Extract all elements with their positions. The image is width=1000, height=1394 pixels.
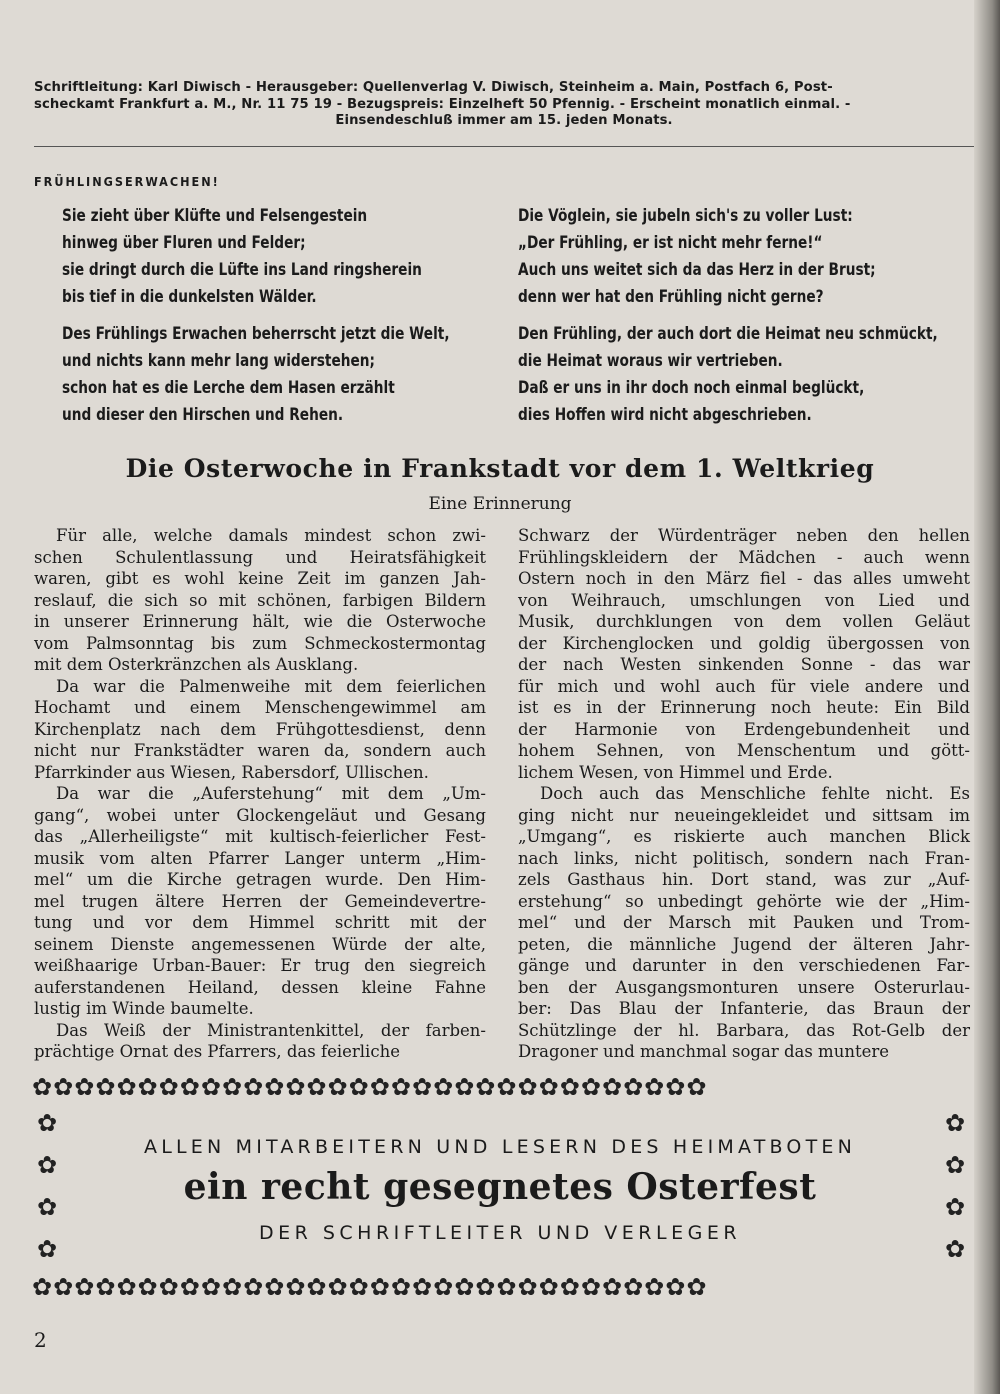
flower-ornament-icon: ✿ <box>74 1073 96 1101</box>
article-line: Ostern noch in den März fiel - das alles umweht <box>518 569 970 588</box>
article-line: Kirchenplatz nach dem Frühgottesdienst, denn <box>34 719 486 739</box>
article-line: Da war die Palmenweihe mit dem feierlichen <box>56 676 486 696</box>
masthead <box>34 80 974 130</box>
article-subtitle: Eine Erinnerung <box>428 494 572 514</box>
article-line: der Harmonie von Erdengebundenheit und <box>518 719 970 739</box>
article-line: lustig im Winde baumelte. <box>34 999 254 1018</box>
article-line: gänge und darunter in den verschiedenen Far- <box>518 956 970 975</box>
article-line: prächtige Ornat des Pfarrers, das feierliche <box>34 1042 400 1061</box>
flower-ornament-icon: ✿ <box>179 1273 201 1301</box>
poem-line: Sie zieht über Klüfte und Felsengestein <box>62 206 368 225</box>
ornament-border-right <box>940 1102 970 1270</box>
flower-ornament-icon: ✿ <box>580 1073 602 1101</box>
ornament-border-bottom <box>32 1272 972 1302</box>
flower-ornament-icon: ✿ <box>243 1073 265 1101</box>
ornament-border-left <box>32 1102 62 1270</box>
masthead-line: scheckamt Frankfurt a. M., Nr. 11 75 19 - Bezugspreis: Einzelheft 50 Pfennig. - Erscheint monatlich einmal. - <box>34 96 851 112</box>
article-line: tung und vor dem Himmel schritt mit der <box>34 913 486 932</box>
flower-ornament-icon: ✿ <box>517 1273 539 1301</box>
article-line: Musik, durchklungen von dem vollen Geläut <box>518 612 970 631</box>
poem-title: FRÜHLINGSERWACHEN! <box>34 174 220 189</box>
article-line: Hochamt und einem Menschengewimmel am <box>34 698 486 717</box>
flower-ornament-icon: ✿ <box>32 1273 54 1301</box>
flower-ornament-icon: ✿ <box>369 1073 391 1101</box>
masthead-divider <box>34 146 974 147</box>
article-line: reslauf, die sich so mit schönen, farbigen Bildern <box>34 590 486 610</box>
poem-line: die Heimat woraus wir vertrieben. <box>518 351 783 370</box>
flower-ornament-icon: ✿ <box>559 1073 581 1101</box>
flower-ornament-icon: ✿ <box>644 1273 666 1301</box>
flower-ornament-icon: ✿ <box>221 1273 244 1301</box>
flower-ornament-icon: ✿ <box>306 1273 328 1301</box>
article-line: mel“ um die Kirche getragen wurde. Den Him- <box>34 870 486 889</box>
poem-line: Auch uns weitet sich da das Herz in der Brust; <box>518 260 876 279</box>
flower-ornament-icon: ✿ <box>264 1273 286 1301</box>
flower-ornament-icon: ✿ <box>496 1073 518 1101</box>
flower-ornament-icon: ✿ <box>601 1073 624 1101</box>
article-line: nach links, nicht politisch, sondern nach Fran- <box>518 848 970 868</box>
article-line: peten, die männliche Jugend der älteren Jahr- <box>518 934 970 954</box>
flower-ornament-icon: ✿ <box>221 1073 244 1101</box>
ornament-border-top <box>32 1072 972 1102</box>
article-line: zels Gasthaus hin. Dort stand, was zur „Auf- <box>518 870 970 889</box>
greeting-signature: DER SCHRIFTLEITER UND VERLEGER <box>258 1222 742 1244</box>
flower-ornament-icon: ✿ <box>179 1073 201 1101</box>
flower-ornament-icon: ✿ <box>32 1073 54 1101</box>
flower-ornament-icon: ✿ <box>36 1151 58 1179</box>
flower-ornament-icon: ✿ <box>264 1073 286 1101</box>
flower-ornament-icon: ✿ <box>390 1073 412 1101</box>
article-line: ben der Ausgangsmonturen unsere Osterurlau- <box>518 977 970 997</box>
article-line: lichem Wesen, von Himmel und Erde. <box>518 762 833 782</box>
article-line: Dragoner und manchmal sogar das muntere <box>518 1042 890 1061</box>
flower-ornament-icon: ✿ <box>559 1273 581 1301</box>
flower-ornament-icon: ✿ <box>158 1073 180 1101</box>
poem-line: Daß er uns in ihr doch noch einmal beglückt, <box>518 378 865 397</box>
article-line: Schwarz der Würdenträger neben den hellen <box>518 526 970 545</box>
masthead-line: Einsendeschluß immer am 15. jeden Monats. <box>335 113 673 128</box>
flower-ornament-icon: ✿ <box>74 1273 96 1301</box>
flower-ornament-icon: ✿ <box>623 1273 645 1301</box>
flower-ornament-icon: ✿ <box>200 1073 222 1101</box>
poem-line: und nichts kann mehr lang widerstehen; <box>62 351 376 370</box>
article-line: weißhaarige Urban-Bauer: Er trug den siegreich <box>34 956 486 975</box>
flower-ornament-icon: ✿ <box>200 1273 222 1301</box>
flower-ornament-icon: ✿ <box>580 1273 602 1301</box>
flower-ornament-icon: ✿ <box>369 1273 391 1301</box>
article-line: gang“, wobei unter Glockengeläut und Gesang <box>34 805 486 825</box>
flower-ornament-icon: ✿ <box>411 1273 434 1301</box>
article-column-right <box>518 525 970 1063</box>
article-line: Da war die „Auferstehung“ mit dem „Um- <box>56 784 486 803</box>
flower-ornament-icon: ✿ <box>517 1073 539 1101</box>
flower-ornament-icon: ✿ <box>36 1235 58 1263</box>
article-line: für mich und wohl auch für viele andere und <box>518 676 970 696</box>
flower-ornament-icon: ✿ <box>475 1073 497 1101</box>
article-line: Das Weiß der Ministrantenkittel, der farben- <box>56 1020 486 1040</box>
article-line: erstehung“ so unbedingt gehörte wie der „Him- <box>518 891 970 911</box>
flower-ornament-icon: ✿ <box>665 1073 687 1101</box>
article-line: Pfarrkinder aus Wiesen, Rabersdorf, Ullischen. <box>34 762 429 782</box>
flower-ornament-icon: ✿ <box>53 1273 75 1301</box>
flower-ornament-icon: ✿ <box>601 1273 624 1301</box>
article-line: Frühlingskleidern der Mädchen - auch wenn <box>518 547 970 567</box>
poem-line: schon hat es die Lerche dem Hasen erzählt <box>62 378 395 397</box>
article-line: Für alle, welche damals mindest schon zwi- <box>56 526 486 545</box>
flower-ornament-icon: ✿ <box>327 1073 349 1101</box>
flower-ornament-icon: ✿ <box>686 1273 708 1301</box>
flower-ornament-icon: ✿ <box>433 1073 455 1101</box>
poem-line: Die Vöglein, sie jubeln sich's zu voller Lust: <box>518 206 853 225</box>
poem-line: „Der Frühling, er ist nicht mehr ferne!“ <box>518 233 823 252</box>
flower-ornament-icon: ✿ <box>36 1193 58 1221</box>
flower-ornament-icon: ✿ <box>137 1273 159 1301</box>
article-line: auferstandenen Heiland, dessen kleine Fahne <box>34 977 486 997</box>
poem-stanza-2 <box>62 320 450 428</box>
article-column-left <box>34 525 486 1063</box>
article-line: mit dem Osterkränzchen als Ausklang. <box>34 655 359 674</box>
article-line: von Weihrauch, umschlungen von Lied und <box>518 590 970 610</box>
masthead-line: Schriftleitung: Karl Diwisch - Herausgeber: Quellenverlag V. Diwisch, Steinheim a. Main, Postfach 6, Post- <box>34 80 833 95</box>
flower-ornament-icon: ✿ <box>944 1109 966 1137</box>
article-line: ging nicht nur neueingekleidet und sittsam im <box>518 805 970 825</box>
flower-ornament-icon: ✿ <box>327 1273 349 1301</box>
poem-stanza-3 <box>518 202 876 310</box>
flower-ornament-icon: ✿ <box>116 1073 138 1101</box>
flower-ornament-icon: ✿ <box>95 1073 117 1101</box>
flower-ornament-icon: ✿ <box>348 1273 370 1301</box>
flower-ornament-icon: ✿ <box>433 1273 455 1301</box>
poem-line: denn wer hat den Frühling nicht gerne? <box>518 287 824 306</box>
poem-line: hinweg über Fluren und Felder; <box>62 233 306 252</box>
flower-ornament-icon: ✿ <box>623 1073 645 1101</box>
flower-ornament-icon: ✿ <box>116 1273 138 1301</box>
poem-line: bis tief in die dunkelsten Wälder. <box>62 287 317 306</box>
flower-ornament-icon: ✿ <box>496 1273 518 1301</box>
article-line: der Kirchenglocken und goldig übergossen von <box>518 633 970 653</box>
flower-ornament-icon: ✿ <box>944 1193 966 1221</box>
article-line: vom Palmsonntag bis zum Schmeckostermontag <box>34 633 486 653</box>
flower-ornament-icon: ✿ <box>665 1273 687 1301</box>
flower-ornament-icon: ✿ <box>454 1273 476 1301</box>
page-spine-shadow <box>974 0 1000 1394</box>
article-line: hohem Sehnen, von Menschentum und gött- <box>518 741 970 760</box>
greeting-headline: ein recht gesegnetes Osterfest <box>183 1166 817 1208</box>
flower-ornament-icon: ✿ <box>36 1109 58 1137</box>
article-line: in unserer Erinnerung hält, wie die Osterwoche <box>34 612 486 631</box>
article-line: mel“ und der Marsch mit Pauken und Trom- <box>518 913 970 932</box>
article-line: ist es in der Erinnerung noch heute: Ein Bild <box>518 698 970 717</box>
poem-line: Des Frühlings Erwachen beherrscht jetzt die Welt, <box>62 324 450 343</box>
flower-ornament-icon: ✿ <box>944 1151 966 1179</box>
article-line: schen Schulentlassung und Heiratsfähigkeit <box>34 547 486 567</box>
article-line: das „Allerheiligste“ mit kultisch-feierlicher Fest- <box>34 827 486 846</box>
flower-ornament-icon: ✿ <box>538 1273 560 1301</box>
flower-ornament-icon: ✿ <box>475 1273 497 1301</box>
flower-ornament-icon: ✿ <box>285 1273 307 1301</box>
poem-line: und dieser den Hirschen und Rehen. <box>62 405 344 424</box>
flower-ornament-icon: ✿ <box>454 1073 476 1101</box>
article-line: musik vom alten Pfarrer Langer unterm „Him- <box>34 848 486 868</box>
article-title: Die Osterwoche in Frankstadt vor dem 1. Weltkrieg <box>125 454 875 483</box>
flower-ornament-icon: ✿ <box>686 1073 708 1101</box>
poem-line: dies Hoffen wird nicht abgeschrieben. <box>518 405 812 424</box>
flower-ornament-icon: ✿ <box>411 1073 434 1101</box>
flower-ornament-icon: ✿ <box>243 1273 265 1301</box>
article-line: „Umgang“, es riskierte auch manchen Blick <box>518 827 970 846</box>
article-line: der nach Westen sinkenden Sonne - das war <box>518 655 970 674</box>
poem-line: Den Frühling, der auch dort die Heimat neu schmückt, <box>518 324 938 343</box>
flower-ornament-icon: ✿ <box>944 1235 966 1263</box>
greeting-line-1: ALLEN MITARBEITERN UND LESERN DES HEIMATBOTEN <box>144 1136 856 1158</box>
flower-ornament-icon: ✿ <box>95 1273 117 1301</box>
flower-ornament-icon: ✿ <box>285 1073 307 1101</box>
flower-ornament-icon: ✿ <box>306 1073 328 1101</box>
flower-ornament-icon: ✿ <box>538 1073 560 1101</box>
page-number: 2 <box>34 1328 47 1352</box>
flower-ornament-icon: ✿ <box>644 1073 666 1101</box>
flower-ornament-icon: ✿ <box>158 1273 180 1301</box>
article-line: nicht nur Frankstädter waren da, sondern auch <box>34 741 486 760</box>
flower-ornament-icon: ✿ <box>53 1073 75 1101</box>
article-line: seinem Dienste angemessenen Würde der alte, <box>34 934 486 954</box>
flower-ornament-icon: ✿ <box>390 1273 412 1301</box>
poem-stanza-4 <box>518 320 938 428</box>
article-line: mel trugen ältere Herren der Gemeindevertre- <box>34 891 486 911</box>
article-line: waren, gibt es wohl keine Zeit im ganzen Jah- <box>34 569 486 588</box>
flower-ornament-icon: ✿ <box>137 1073 159 1101</box>
article-line: Schützlinge der hl. Barbara, das Rot-Gelb der <box>518 1020 970 1040</box>
article-line: ber: Das Blau der Infanterie, das Braun der <box>518 999 970 1018</box>
flower-ornament-icon: ✿ <box>348 1073 370 1101</box>
article-line: Doch auch das Menschliche fehlte nicht. Es <box>540 784 970 803</box>
poem-line: sie dringt durch die Lüfte ins Land ringsherein <box>62 260 422 279</box>
poem-stanza-1 <box>62 202 422 310</box>
